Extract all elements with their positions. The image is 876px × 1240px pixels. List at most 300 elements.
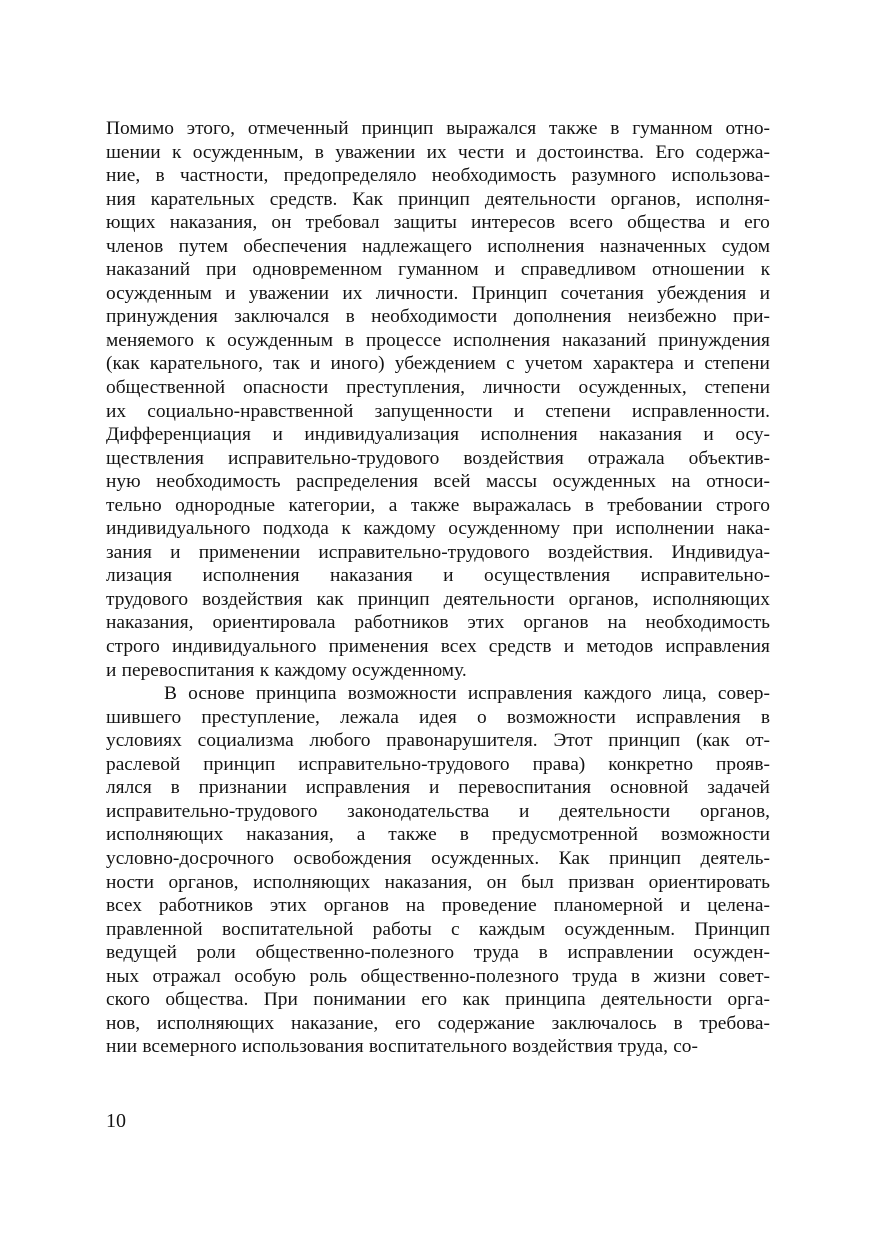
word: от- bbox=[745, 730, 770, 752]
word: использования bbox=[241, 1036, 364, 1058]
text-line bbox=[106, 211, 770, 235]
word: со- bbox=[673, 1036, 698, 1058]
word: однородные bbox=[175, 494, 275, 516]
word: как bbox=[462, 989, 490, 1011]
word: осужденным, bbox=[192, 141, 304, 163]
text-line bbox=[106, 823, 770, 847]
word: индивидуального bbox=[172, 636, 317, 658]
text-line bbox=[106, 564, 770, 588]
word: необходимость bbox=[431, 165, 557, 187]
text-line bbox=[106, 447, 770, 471]
word: в bbox=[610, 118, 620, 139]
word: и bbox=[703, 424, 714, 446]
word: гуманном bbox=[632, 118, 713, 139]
word: в bbox=[584, 494, 594, 516]
text-line bbox=[106, 258, 770, 282]
word: права) bbox=[532, 753, 586, 775]
word: характера bbox=[592, 353, 674, 375]
word: опасности bbox=[242, 377, 329, 399]
word: сочетания bbox=[560, 282, 644, 304]
word: иного) bbox=[330, 353, 385, 375]
word: разумного bbox=[571, 165, 657, 187]
text-line bbox=[106, 753, 770, 777]
word: как bbox=[316, 588, 344, 610]
word: призван bbox=[568, 871, 635, 893]
text-line bbox=[106, 164, 770, 188]
word: преступление, bbox=[201, 706, 320, 728]
word: воспитательной bbox=[221, 918, 354, 940]
text-line bbox=[106, 659, 770, 683]
word: предусмотренной bbox=[491, 824, 639, 846]
text-line bbox=[106, 941, 770, 965]
word: обеспечения bbox=[243, 235, 347, 257]
word: исправлении bbox=[567, 942, 674, 964]
word: конкретно bbox=[608, 753, 694, 775]
word: индивидуального bbox=[106, 518, 251, 540]
word: основной bbox=[609, 777, 689, 799]
word: шившего bbox=[106, 706, 182, 728]
word: принцип bbox=[357, 588, 430, 610]
word: всемерного bbox=[142, 1036, 237, 1058]
word: массы bbox=[486, 471, 538, 493]
word: этих bbox=[269, 895, 307, 917]
text-line bbox=[106, 517, 770, 541]
word: условно-досрочного bbox=[106, 847, 274, 869]
word: правленной bbox=[106, 918, 203, 940]
word: меняемого bbox=[106, 329, 194, 351]
text-line bbox=[106, 706, 770, 730]
word: осуществления bbox=[484, 565, 611, 587]
word: преступления, bbox=[346, 377, 466, 399]
word: личности. bbox=[375, 282, 459, 304]
word: планомерной bbox=[553, 895, 664, 917]
text-line bbox=[106, 729, 770, 753]
word: их bbox=[106, 400, 127, 422]
word: средств. bbox=[269, 188, 338, 210]
word: осужденным bbox=[106, 282, 212, 304]
word: отражала bbox=[587, 447, 665, 469]
word: ющих bbox=[106, 212, 156, 234]
word: социализма bbox=[197, 730, 294, 752]
word: к bbox=[205, 329, 216, 351]
text-line bbox=[106, 423, 770, 447]
word: признании bbox=[198, 777, 287, 799]
text-line bbox=[106, 965, 770, 989]
text-line bbox=[106, 1012, 770, 1036]
word: воздействия bbox=[202, 588, 303, 610]
word: Дифференциация bbox=[106, 424, 251, 446]
word: осужден- bbox=[693, 942, 770, 964]
word: к bbox=[341, 518, 351, 540]
word: также bbox=[548, 118, 598, 139]
word: деятельности bbox=[484, 188, 596, 210]
word: и bbox=[225, 282, 236, 304]
word: всей bbox=[433, 471, 471, 493]
word: наказания, bbox=[384, 871, 473, 893]
text-line bbox=[106, 635, 770, 659]
text-line bbox=[106, 1035, 770, 1059]
word: в bbox=[459, 824, 469, 846]
word: ных bbox=[106, 965, 140, 987]
word: общественной bbox=[106, 377, 226, 399]
word: и bbox=[272, 424, 283, 446]
word: при bbox=[206, 259, 237, 281]
word: ния bbox=[106, 188, 136, 210]
word: исправления bbox=[636, 706, 741, 728]
word: нака- bbox=[726, 518, 770, 540]
word: строго bbox=[716, 494, 770, 516]
word: неизбежно bbox=[627, 306, 717, 328]
text-line bbox=[106, 376, 770, 400]
word: основе bbox=[188, 683, 245, 705]
word: наказание, bbox=[290, 1012, 379, 1034]
word: органов, bbox=[568, 588, 639, 610]
word: и bbox=[719, 212, 730, 234]
word: его bbox=[744, 212, 770, 234]
word: нов, bbox=[106, 1012, 141, 1034]
word: исполнения bbox=[487, 235, 585, 257]
word: он bbox=[486, 871, 507, 893]
word: тельно bbox=[106, 494, 162, 516]
word: возможности bbox=[661, 824, 770, 846]
text-line bbox=[106, 141, 770, 165]
text-line bbox=[106, 871, 770, 895]
word: исправительно-трудового bbox=[227, 447, 440, 469]
word: на bbox=[671, 471, 691, 493]
word: методов bbox=[586, 636, 654, 658]
word: совет- bbox=[719, 965, 770, 987]
word: лежала bbox=[340, 706, 399, 728]
word: дополнения bbox=[513, 306, 612, 328]
word: карательных bbox=[150, 188, 255, 210]
word: и bbox=[443, 565, 454, 587]
word: всех bbox=[106, 895, 142, 917]
word: деятель- bbox=[700, 847, 770, 869]
word: принуждения bbox=[106, 306, 218, 328]
text-line bbox=[106, 470, 770, 494]
word: принцип bbox=[397, 188, 470, 210]
word: принцип bbox=[608, 730, 681, 752]
text-line bbox=[106, 282, 770, 306]
word: гуманном bbox=[398, 259, 479, 281]
word: и bbox=[759, 282, 770, 304]
word: работников bbox=[158, 895, 253, 917]
word: также bbox=[410, 494, 460, 516]
word: При bbox=[263, 989, 298, 1011]
word: защиты bbox=[393, 212, 457, 234]
word: отражал bbox=[152, 965, 221, 987]
word: ществления bbox=[106, 447, 204, 469]
word: органов, bbox=[699, 800, 770, 822]
text-line bbox=[106, 800, 770, 824]
word: чести bbox=[457, 141, 505, 163]
word: целена- bbox=[707, 895, 770, 917]
word: наказания bbox=[599, 424, 682, 446]
word: в bbox=[170, 777, 180, 799]
word: деятельности bbox=[559, 800, 671, 822]
word: их bbox=[426, 141, 447, 163]
word: принципа bbox=[255, 683, 337, 705]
word: а bbox=[356, 824, 366, 846]
text-line bbox=[106, 117, 770, 141]
word: личности bbox=[482, 377, 561, 399]
word: учетом bbox=[524, 353, 583, 375]
word: исполняющих bbox=[252, 871, 371, 893]
word: деятельности bbox=[443, 588, 555, 610]
text-line bbox=[106, 400, 770, 424]
word: наказаний bbox=[106, 259, 191, 281]
text-line bbox=[106, 682, 770, 706]
word: уважении bbox=[248, 282, 330, 304]
word: исправительно- bbox=[640, 565, 770, 587]
word: его bbox=[421, 989, 448, 1011]
word: ности bbox=[106, 871, 155, 893]
word: всех bbox=[440, 636, 477, 658]
word: категории, bbox=[288, 494, 376, 516]
word: каждому bbox=[363, 518, 436, 540]
word: и bbox=[429, 777, 440, 799]
word: органов bbox=[323, 895, 389, 917]
word: справедливом bbox=[520, 259, 637, 281]
word: на bbox=[405, 895, 425, 917]
word: запущенности bbox=[374, 400, 493, 422]
word: Как bbox=[352, 188, 384, 210]
word: (как bbox=[106, 353, 140, 375]
page-number: 10 bbox=[106, 1110, 126, 1132]
word: с bbox=[506, 353, 515, 375]
word: исполнения bbox=[202, 565, 300, 587]
word: лица, bbox=[662, 683, 707, 705]
word: этих bbox=[467, 612, 505, 634]
word: правонарушителя. bbox=[386, 730, 538, 752]
word: исправления bbox=[665, 636, 770, 658]
word: и bbox=[515, 141, 526, 163]
word: исправления bbox=[305, 777, 411, 799]
word: и bbox=[683, 353, 695, 375]
word: а bbox=[388, 494, 398, 516]
word: исправительно-трудового bbox=[298, 753, 510, 775]
word: путем bbox=[178, 235, 228, 257]
word: органов, bbox=[168, 871, 239, 893]
word: в bbox=[630, 965, 641, 987]
word: членов bbox=[106, 235, 164, 257]
word: исправительно-трудового bbox=[318, 541, 530, 563]
word: необходимость bbox=[156, 471, 281, 493]
paragraph bbox=[106, 682, 770, 1059]
word: содержание bbox=[437, 1012, 535, 1034]
word: отно- bbox=[725, 118, 770, 139]
word: к bbox=[760, 259, 770, 281]
word: в bbox=[760, 706, 770, 728]
word: заключалось bbox=[551, 1012, 657, 1034]
word: Индивидуа- bbox=[671, 541, 770, 563]
word: роль bbox=[309, 965, 348, 987]
word: деятельности bbox=[601, 989, 713, 1011]
word: необходимости bbox=[371, 306, 498, 328]
word: труда bbox=[572, 965, 618, 987]
word: и bbox=[170, 541, 181, 563]
word: особую bbox=[234, 965, 297, 987]
word: общества. bbox=[165, 989, 249, 1011]
text-line bbox=[106, 776, 770, 800]
word: воздействия bbox=[463, 447, 564, 469]
word: в bbox=[344, 329, 355, 351]
word: осужденных bbox=[552, 471, 656, 493]
word: исполня- bbox=[695, 188, 770, 210]
body-text bbox=[106, 117, 770, 1059]
word: Принцип bbox=[694, 918, 770, 940]
word: принцип bbox=[609, 847, 681, 869]
word: каждому bbox=[274, 659, 347, 681]
text-line bbox=[106, 918, 770, 942]
word: ориентировала bbox=[212, 612, 336, 634]
word: степени bbox=[704, 377, 770, 399]
word: частности, bbox=[180, 165, 269, 187]
word: их bbox=[342, 282, 363, 304]
word: убеждением bbox=[394, 353, 496, 375]
word: в bbox=[673, 1012, 683, 1034]
word: осужденному bbox=[448, 518, 561, 540]
word: работников bbox=[354, 612, 449, 634]
word: исполнения bbox=[480, 424, 578, 446]
word: надлежащего bbox=[362, 235, 472, 257]
word: наказания, bbox=[246, 824, 334, 846]
word: требовании bbox=[607, 494, 703, 516]
word: зания bbox=[106, 541, 152, 563]
word: использова- bbox=[671, 165, 770, 187]
word: и bbox=[310, 353, 321, 375]
word: органов bbox=[523, 612, 589, 634]
word: и bbox=[513, 400, 525, 422]
word: осужденным. bbox=[564, 918, 676, 940]
word: органов, bbox=[610, 188, 681, 210]
word: задачей bbox=[707, 777, 770, 799]
word: ведущей bbox=[106, 942, 177, 964]
word: судом bbox=[721, 235, 770, 257]
word: лизация bbox=[106, 565, 172, 587]
word: Принцип bbox=[471, 282, 548, 304]
text-line bbox=[106, 847, 770, 871]
word: общественно-полезного bbox=[360, 965, 559, 987]
word: осужденному. bbox=[351, 659, 467, 681]
word: объектив- bbox=[688, 447, 770, 469]
word: при- bbox=[733, 306, 770, 328]
word: освобождения bbox=[293, 847, 412, 869]
word: понимании bbox=[313, 989, 406, 1011]
word: осу- bbox=[735, 424, 770, 446]
word: строго bbox=[106, 636, 160, 658]
word: воздействия bbox=[512, 1036, 613, 1058]
word: общества bbox=[627, 212, 706, 234]
word: нии bbox=[106, 1036, 138, 1058]
word: исправительно-трудового bbox=[106, 800, 318, 822]
word: о bbox=[477, 706, 487, 728]
word: уважении bbox=[335, 141, 416, 163]
word: наказания, bbox=[169, 212, 258, 234]
word: содержа- bbox=[695, 141, 770, 163]
word: законодательства bbox=[347, 800, 490, 822]
word: воздействия. bbox=[547, 541, 654, 563]
text-line bbox=[106, 305, 770, 329]
word: лялся bbox=[106, 777, 152, 799]
word: исполняющих bbox=[652, 588, 770, 610]
word: исправления bbox=[467, 683, 573, 705]
word: отношении bbox=[651, 259, 745, 281]
word: относи- bbox=[706, 471, 770, 493]
word: наказания, bbox=[106, 612, 194, 634]
word: также bbox=[388, 824, 437, 846]
word: в bbox=[314, 141, 324, 163]
word: в bbox=[155, 165, 165, 187]
word: ние, bbox=[106, 165, 141, 187]
word: осужденных. bbox=[431, 847, 540, 869]
word: шении bbox=[106, 141, 161, 163]
text-line bbox=[106, 494, 770, 518]
word: всего bbox=[569, 212, 613, 234]
word: принуждения bbox=[658, 329, 770, 351]
word: и bbox=[494, 259, 505, 281]
word: исполняющих bbox=[106, 824, 224, 846]
word: интересов bbox=[471, 212, 556, 234]
word: на bbox=[607, 612, 627, 634]
word: применения bbox=[328, 636, 429, 658]
word: индивидуализация bbox=[304, 424, 459, 446]
word: степени bbox=[704, 353, 770, 375]
word: идея bbox=[419, 706, 457, 728]
word: орга- bbox=[727, 989, 770, 1011]
word: общественно-полезного bbox=[255, 942, 455, 964]
word: одновременном bbox=[252, 259, 383, 281]
text-line bbox=[106, 235, 770, 259]
word: прояв- bbox=[716, 753, 770, 775]
word: роли bbox=[196, 942, 236, 964]
word: наказания bbox=[330, 565, 413, 587]
word: труда, bbox=[618, 1036, 668, 1058]
word: труда bbox=[473, 942, 519, 964]
word: совер- bbox=[717, 683, 770, 705]
word: выражалась bbox=[472, 494, 572, 516]
word: в bbox=[345, 306, 355, 328]
word: необходимость bbox=[645, 612, 770, 634]
word: убеждения bbox=[657, 282, 747, 304]
word: выражался bbox=[446, 118, 537, 139]
word: исполняющих bbox=[156, 1012, 275, 1034]
word: требовал bbox=[305, 212, 380, 234]
word: исправленности. bbox=[631, 400, 770, 422]
word: и bbox=[106, 659, 117, 681]
word: назначенных bbox=[599, 235, 707, 257]
word: достоинства. bbox=[537, 141, 645, 163]
word: степени bbox=[545, 400, 611, 422]
word: принципа bbox=[505, 989, 586, 1011]
word: Помимо bbox=[106, 118, 174, 139]
word: отмеченный bbox=[247, 118, 349, 139]
word: так bbox=[273, 353, 300, 375]
word: и bbox=[563, 636, 575, 658]
word: карательного, bbox=[149, 353, 263, 375]
word: предопределяло bbox=[283, 165, 417, 187]
word: проведение bbox=[441, 895, 537, 917]
word: ского bbox=[106, 989, 150, 1011]
word: Его bbox=[655, 141, 685, 163]
text-line bbox=[106, 588, 770, 612]
word: применении bbox=[198, 541, 301, 563]
word: возможности bbox=[506, 706, 616, 728]
word: в bbox=[538, 942, 548, 964]
word: любого bbox=[309, 730, 371, 752]
word: осужденным bbox=[227, 329, 333, 351]
word: ориентировать bbox=[648, 871, 770, 893]
